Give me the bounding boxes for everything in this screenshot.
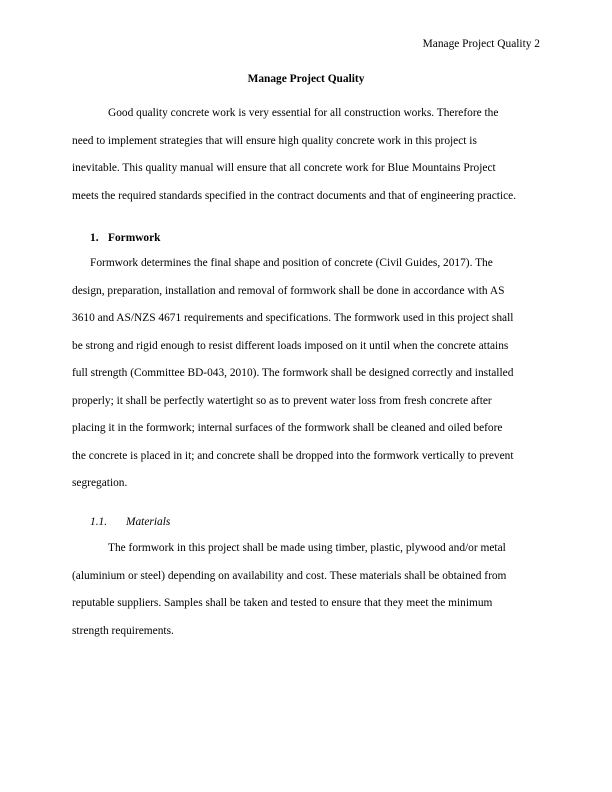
materials-line: strength requirements. — [72, 624, 174, 637]
intro-line: inevitable. This quality manual will ensure that all concrete work for Blue Mountains Project — [72, 162, 496, 174]
formwork-line: be strong and rigid enough to resist different loads imposed on it until when the concrete attains — [72, 339, 509, 352]
formwork-line: properly; it shall be perfectly watertight so as to prevent water loss from fresh concrete after — [72, 394, 492, 407]
section-number: 1. — [90, 232, 99, 244]
formwork-line: full strength (Committee BD-043, 2010). The formwork shall be designed correctly and installed — [72, 367, 514, 379]
formwork-paragraph — [72, 250, 540, 498]
page-title: Manage Project Quality — [247, 73, 365, 85]
intro-paragraph — [72, 100, 540, 210]
formwork-line: Formwork determines the final shape and position of concrete (Civil Guides, 2017). The — [90, 257, 493, 269]
formwork-line: design, preparation, installation and removal of formwork shall be done in accordance with AS — [72, 284, 505, 297]
subsection-number: 1.1. — [90, 516, 108, 528]
materials-line: (aluminium or steel) depending on availability and cost. These materials shall be obtained from — [72, 569, 507, 582]
subsection-heading-materials — [90, 515, 170, 529]
materials-line: The formwork in this project shall be made using timber, plastic, plywood and/or metal — [108, 542, 506, 554]
materials-line: reputable suppliers. Samples shall be taken and tested to ensure that they meet the minimum — [72, 597, 493, 609]
intro-line: need to implement strategies that will ensure high quality concrete work in this project is — [72, 134, 477, 147]
running-head: Manage Project Quality 2 — [422, 38, 540, 50]
formwork-line: the concrete is placed in it; and concrete shall be dropped into the formwork vertically to prevent — [72, 449, 514, 462]
materials-paragraph — [72, 535, 540, 645]
section-title: Formwork — [108, 232, 161, 244]
subsection-title: Materials — [126, 516, 171, 528]
formwork-line: 3610 and AS/NZS 4671 requirements and specifications. The formwork used in this project shall — [72, 312, 514, 324]
intro-line: meets the required standards specified in the contract documents and that of engineering practice. — [72, 189, 517, 202]
section-heading-formwork — [90, 231, 161, 245]
intro-line: Good quality concrete work is very essential for all construction works. Therefore the — [108, 107, 499, 119]
formwork-line: placing it in the formwork; internal surfaces of the formwork shall be cleaned and oiled before — [72, 422, 503, 434]
formwork-line: segregation. — [72, 477, 128, 489]
